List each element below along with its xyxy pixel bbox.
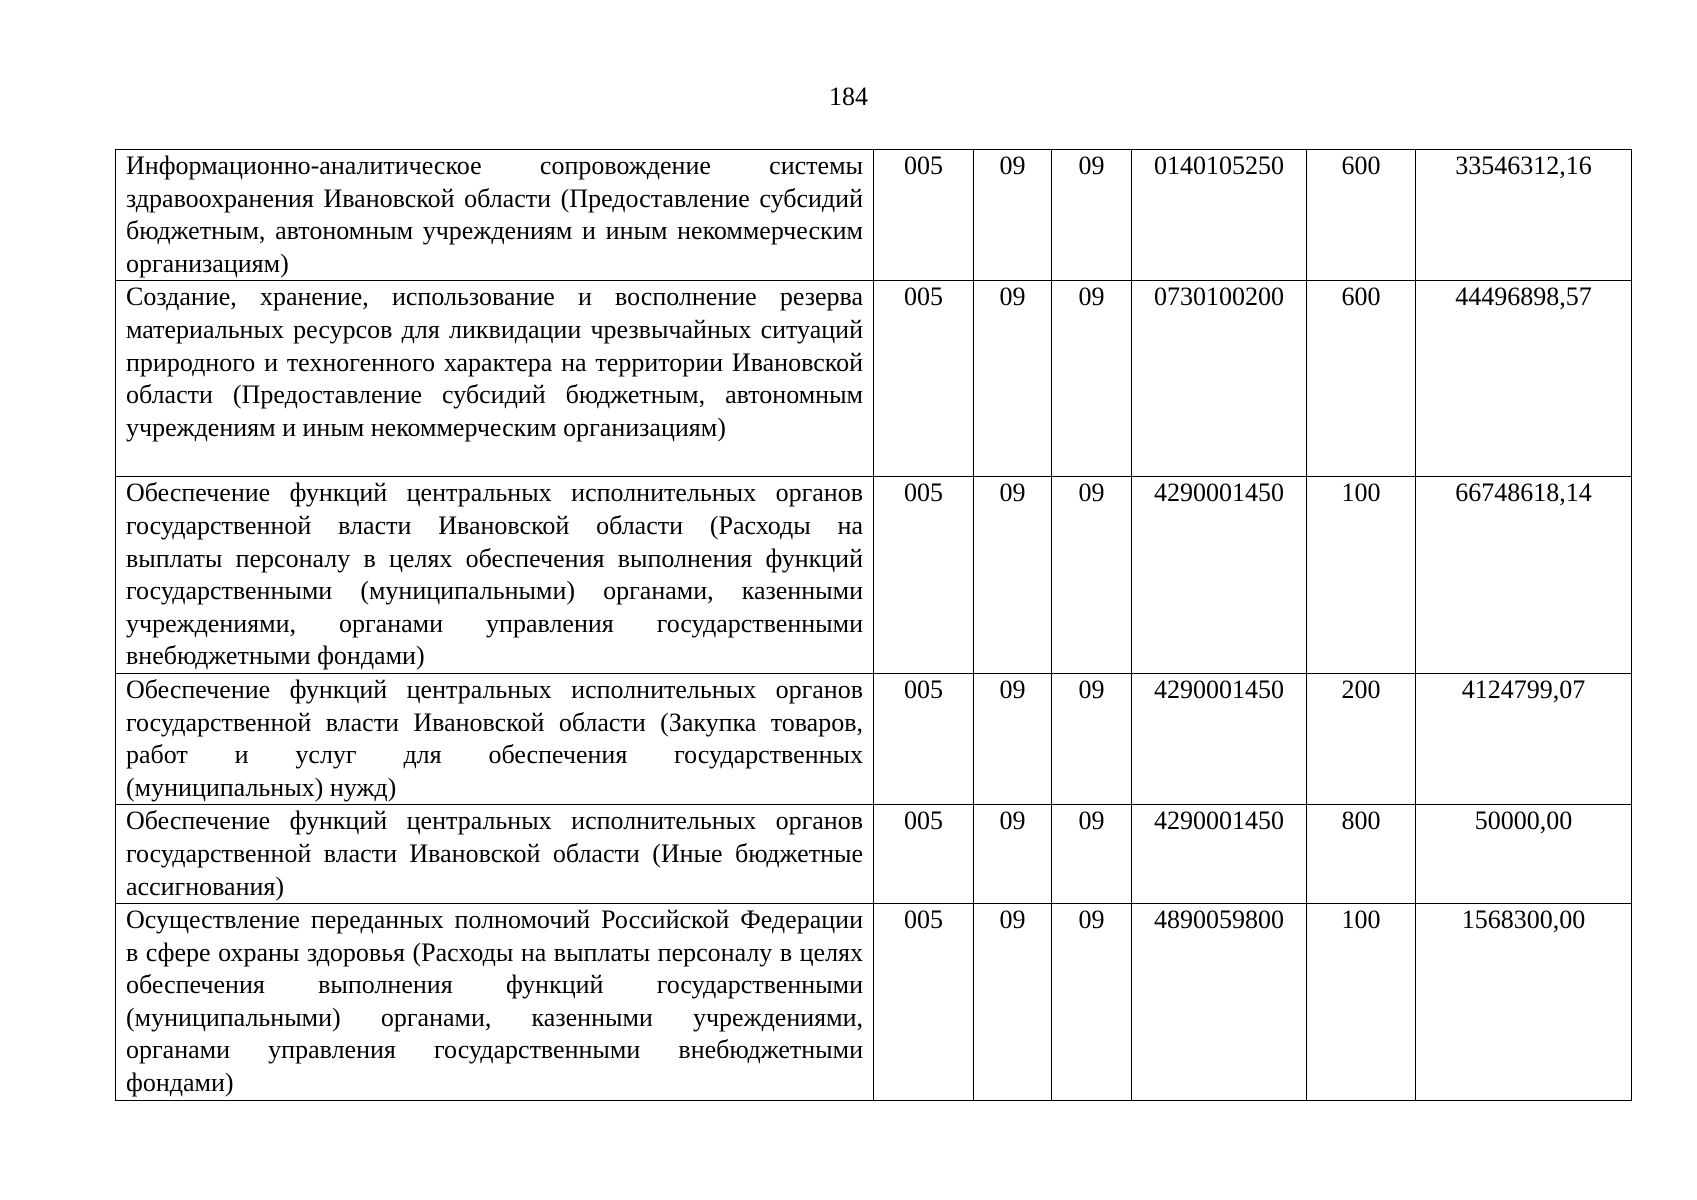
target-article-code: 4290001450 xyxy=(1132,477,1307,674)
budget-table xyxy=(115,149,1632,1101)
amount-value: 66748618,14 xyxy=(1416,477,1632,674)
expense-description: Осуществление переданных полномочий Российской Федерации в сфере охраны здоровья (Расходы на выплаты персоналу в целях обеспечения выполнения функций государственными (муниципальными) органами, казенными учреждениями, органами управления государственными внебюджетными фондами) xyxy=(116,904,874,1101)
target-article-code: 4290001450 xyxy=(1132,805,1307,904)
amount-value: 33546312,16 xyxy=(1416,150,1632,281)
table-row xyxy=(116,281,1632,477)
expense-description: Обеспечение функций центральных исполнительных органов государственной власти Ивановской области (Закупка товаров, работ и услуг для обеспечения государственных (муниципальных) нужд) xyxy=(116,673,874,804)
subsection-code: 09 xyxy=(1052,150,1132,281)
amount-value: 4124799,07 xyxy=(1416,673,1632,804)
subsection-code: 09 xyxy=(1052,281,1132,477)
expense-description: Обеспечение функций центральных исполнительных органов государственной власти Ивановской области (Расходы на выплаты персоналу в целях обеспечения выполнения функций государственными (муниципальными) органами, казенными учреждениями, органами управления государственными внебюджетными фондами) xyxy=(116,477,874,674)
subsection-code: 09 xyxy=(1052,805,1132,904)
amount-value: 1568300,00 xyxy=(1416,904,1632,1101)
ministry-code: 005 xyxy=(874,805,974,904)
expense-type-code: 800 xyxy=(1307,805,1416,904)
table-row xyxy=(116,477,1632,674)
table-row xyxy=(116,673,1632,804)
amount-value: 50000,00 xyxy=(1416,805,1632,904)
target-article-code: 0140105250 xyxy=(1132,150,1307,281)
target-article-code: 4890059800 xyxy=(1132,904,1307,1101)
expense-type-code: 600 xyxy=(1307,150,1416,281)
ministry-code: 005 xyxy=(874,281,974,477)
target-article-code: 4290001450 xyxy=(1132,673,1307,804)
ministry-code: 005 xyxy=(874,673,974,804)
section-code: 09 xyxy=(974,805,1052,904)
table-row xyxy=(116,150,1632,281)
table-row xyxy=(116,904,1632,1101)
expense-description: Обеспечение функций центральных исполнительных органов государственной власти Ивановской области (Иные бюджетные ассигнования) xyxy=(116,805,874,904)
target-article-code: 0730100200 xyxy=(1132,281,1307,477)
table-row xyxy=(116,805,1632,904)
expense-type-code: 100 xyxy=(1307,477,1416,674)
expense-type-code: 600 xyxy=(1307,281,1416,477)
subsection-code: 09 xyxy=(1052,477,1132,674)
page-number: 184 xyxy=(829,82,868,111)
section-code: 09 xyxy=(974,150,1052,281)
ministry-code: 005 xyxy=(874,150,974,281)
expense-type-code: 100 xyxy=(1307,904,1416,1101)
ministry-code: 005 xyxy=(874,477,974,674)
section-code: 09 xyxy=(974,477,1052,674)
section-code: 09 xyxy=(974,673,1052,804)
amount-value: 44496898,57 xyxy=(1416,281,1632,477)
subsection-code: 09 xyxy=(1052,904,1132,1101)
subsection-code: 09 xyxy=(1052,673,1132,804)
section-code: 09 xyxy=(974,904,1052,1101)
expense-description: Информационно-аналитическое сопровождение системы здравоохранения Ивановской области (Предоставление субсидий бюджетным, автономным учреждениям и иным некоммерческим организациям) xyxy=(116,150,874,281)
expense-type-code: 200 xyxy=(1307,673,1416,804)
expense-description: Создание, хранение, использование и восполнение резерва материальных ресурсов для ликвидации чрезвычайных ситуаций природного и техногенного характера на территории Ивановской области (Предоставление субсидий бюджетным, автономным учреждениям и иным некоммерческим организациям) xyxy=(116,281,874,477)
ministry-code: 005 xyxy=(874,904,974,1101)
section-code: 09 xyxy=(974,281,1052,477)
